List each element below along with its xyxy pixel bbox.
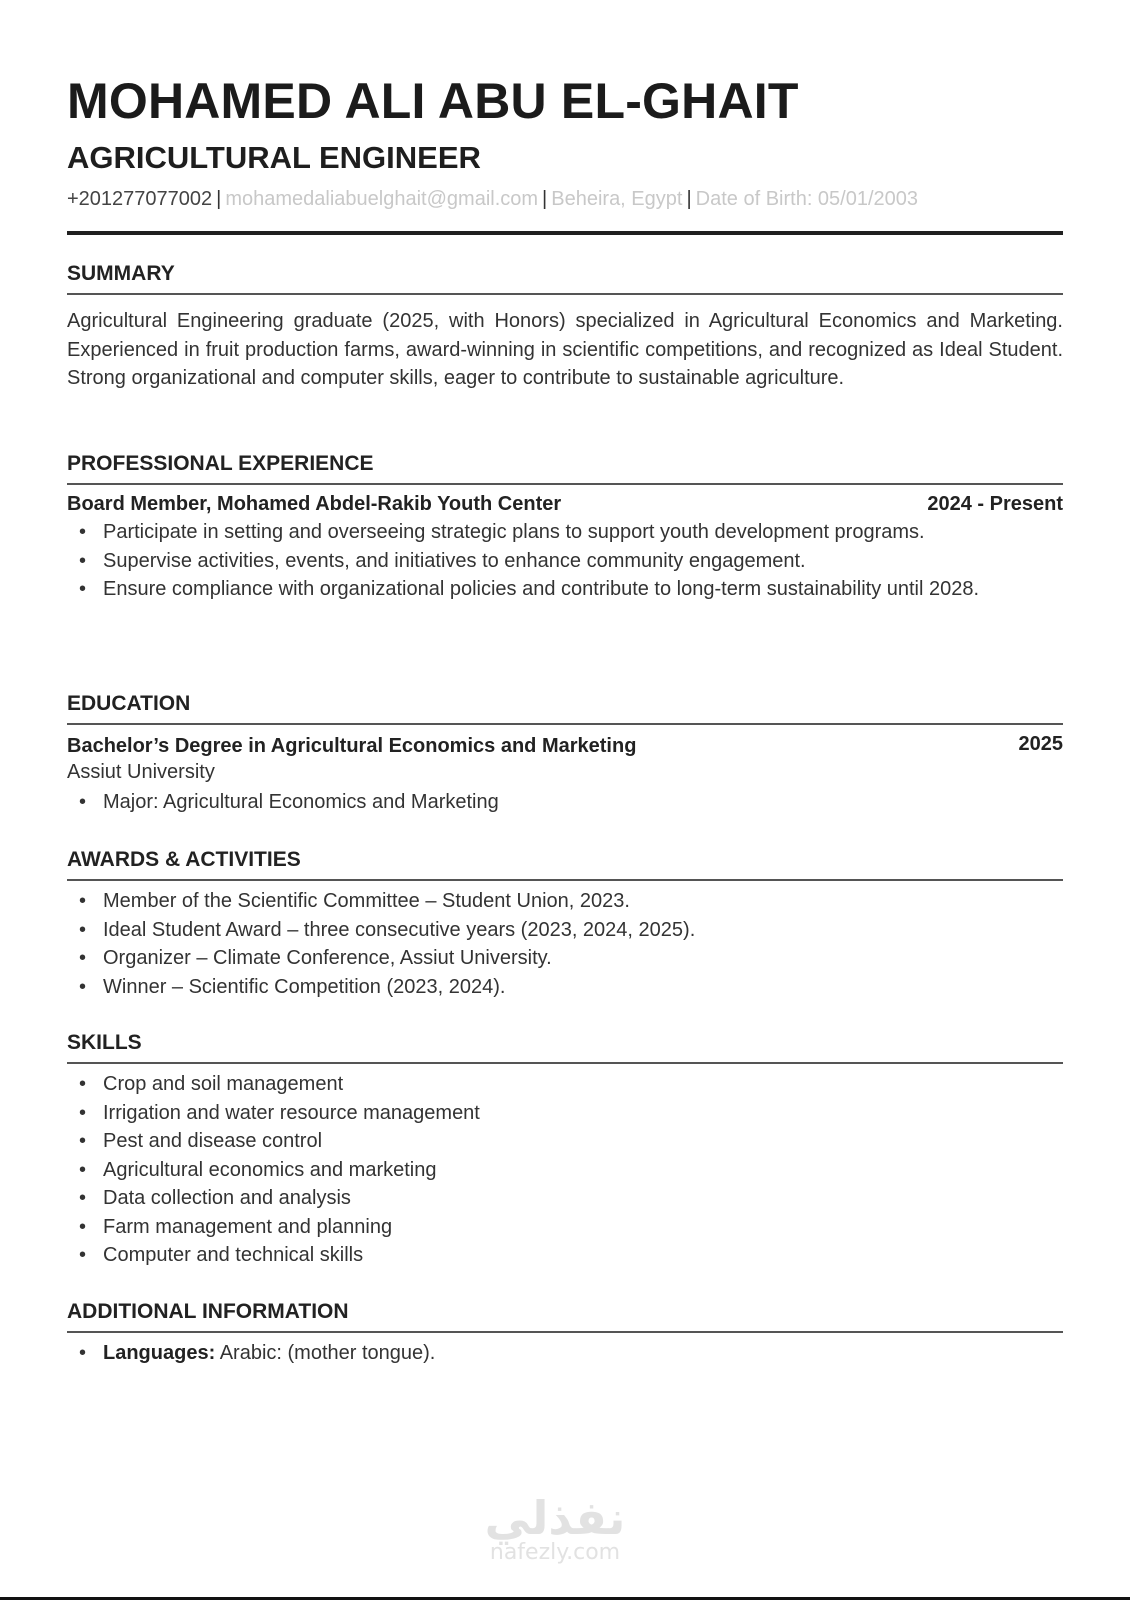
- list-item: • Crop and soil management: [67, 1070, 1063, 1099]
- list-item: • Major: Agricultural Economics and Marketing: [67, 788, 1063, 817]
- phone: +201277077002: [67, 188, 213, 210]
- skills-list: [67, 1070, 1063, 1270]
- job-role: Board Member, Mohamed Abdel-Rakib Youth Center: [67, 493, 562, 515]
- list-item: • Computer and technical skills: [67, 1241, 1063, 1270]
- languages-value: Arabic: (mother tongue).: [215, 1342, 436, 1364]
- separator: |: [216, 188, 222, 210]
- list-item: • Supervise activities, events, and initiatives to enhance community engagement.: [67, 547, 987, 576]
- job-dates: 2024 - Present: [927, 493, 1063, 515]
- candidate-name: MOHAMED ALI ABU EL-GHAIT: [67, 73, 799, 129]
- additional-section: [67, 1299, 1063, 1368]
- section-heading: SKILLS: [67, 1030, 1063, 1064]
- list-item: • Ensure compliance with organizational policies and contribute to long-term sustainability until 2028.: [67, 575, 987, 604]
- email: mohamedaliabuelghait@gmail.com: [225, 188, 539, 210]
- section-heading: PROFESSIONAL EXPERIENCE: [67, 451, 1063, 485]
- separator: |: [686, 188, 692, 210]
- summary-section: [67, 261, 1063, 393]
- list-item: • Organizer – Climate Conference, Assiut University.: [67, 944, 1063, 973]
- education-degree-row: [67, 735, 1063, 758]
- watermark-url: nafezly.com: [489, 1540, 621, 1565]
- list-item: • Agricultural economics and marketing: [67, 1156, 1063, 1185]
- summary-text: Agricultural Engineering graduate (2025, with Honors) specialized in Agricultural Economics and Marketing. Experienced in fruit production farms, award-winning in scientific competitions, and recognized as Ideal Student. Strong organizational and computer skills, eager to contribute to sustainable agriculture.: [67, 310, 1063, 389]
- additional-list: [67, 1339, 1063, 1368]
- list-item: • Winner – Scientific Competition (2023, 2024).: [67, 973, 1063, 1002]
- location: Beheira, Egypt: [551, 188, 683, 210]
- watermark-arabic: نفذلي: [484, 1491, 626, 1545]
- list-item: • Ideal Student Award – three consecutive years (2023, 2024, 2025).: [67, 916, 1063, 945]
- header-divider: [67, 231, 1063, 235]
- school: Assiut University: [67, 761, 215, 783]
- separator: |: [542, 188, 548, 210]
- education-bullets: [67, 788, 1063, 817]
- education-year: 2025: [1018, 733, 1063, 755]
- list-item: • Irrigation and water resource management: [67, 1099, 1063, 1128]
- list-item: • Participate in setting and overseeing strategic plans to support youth development programs.: [67, 518, 987, 547]
- job-bullets: [67, 518, 987, 604]
- date-of-birth: Date of Birth: 05/01/2003: [695, 188, 919, 210]
- list-item: • Member of the Scientific Committee – Student Union, 2023.: [67, 887, 1063, 916]
- languages-label: Languages:: [103, 1342, 216, 1364]
- section-heading: EDUCATION: [67, 691, 1063, 725]
- contact-line: [67, 188, 918, 211]
- list-item: [67, 1339, 1063, 1368]
- education-section: [67, 691, 1063, 817]
- experience-section: [67, 451, 1063, 604]
- degree: Bachelor’s Degree in Agricultural Economics and Marketing: [67, 735, 637, 757]
- skills-section: [67, 1030, 1063, 1270]
- section-heading: ADDITIONAL INFORMATION: [67, 1299, 1063, 1333]
- job-header: [67, 493, 1063, 516]
- list-item: • Farm management and planning: [67, 1213, 1063, 1242]
- list-item: • Data collection and analysis: [67, 1184, 1063, 1213]
- watermark-logo: [470, 1491, 640, 1565]
- section-heading: SUMMARY: [67, 261, 1063, 295]
- awards-section: [67, 847, 1063, 1001]
- section-heading: AWARDS & ACTIVITIES: [67, 847, 1063, 881]
- list-item: • Pest and disease control: [67, 1127, 1063, 1156]
- job-title: AGRICULTURAL ENGINEER: [67, 140, 481, 175]
- awards-list: [67, 887, 1063, 1001]
